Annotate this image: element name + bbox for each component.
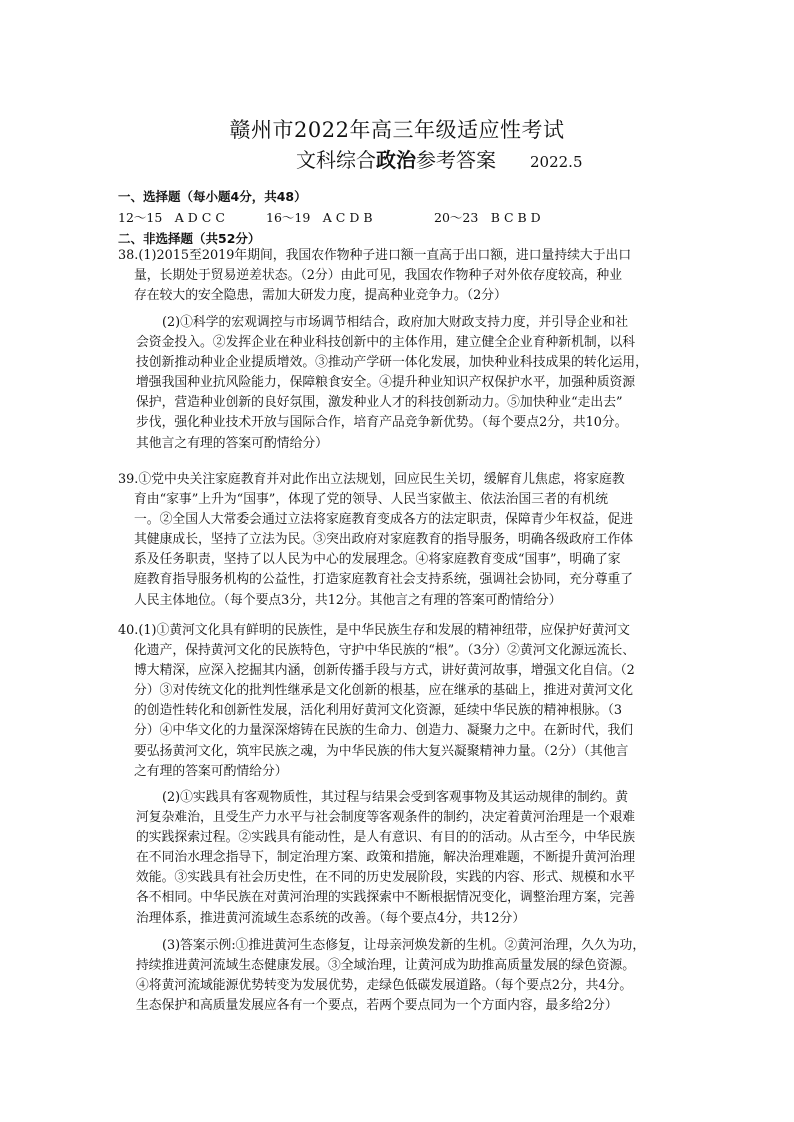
paragraph-line: 博大精深，应深入挖掘其内涵，创新传播手段与方式，讲好黄河故事，增强文化自信。（2: [134, 663, 635, 679]
paragraph-line: 育由“家事”上升为“国事”，体现了党的领导、人民当家做主、依法治国三者的有机统: [134, 492, 609, 508]
paragraph-line: 庭教育指导服务机构的公益性，打造家庭教育社会支持系统，强调社会协同，充分尊重了: [134, 572, 634, 588]
paragraph-line: 河复杂难治，且受生产力水平与社会制度等客观条件的制约，决定着黄河治理是一个艰难: [136, 810, 636, 826]
answer-group-20-23: 20～23 B C B D: [434, 210, 541, 225]
paragraph-line: 增强我国种业抗风险能力，保障粮食安全。④提升种业知识产权保护水平，加强种质资源: [136, 375, 636, 391]
q40-part1: [118, 621, 678, 782]
paragraph-line: 生态保护和高质量发展应各有一个要点，若两个要点同为一个方面内容，最多给2分）: [136, 998, 618, 1014]
paragraph-line: 治理体系，推进黄河流域生态系统的改善。（每个要点4分，共12分）: [136, 910, 526, 926]
paragraph-line: (2)①实践具有客观物质性，其过程与结果会受到客观事物及其运动规律的制约。黄: [162, 790, 629, 805]
paragraph-line: (2)①科学的宏观调控与市场调节相结合，政府加大财政支持力度，并引导企业和社: [162, 315, 629, 330]
paragraph-line: 分）④中华文化的力量深深熔铸在民族的生命力、创造力、凝聚力之中。在新时代，我们: [134, 723, 634, 739]
paragraph-line: 分）③对传统文化的批判性继承是文化创新的根基，应在继承的基础上，推进对黄河文化: [134, 683, 634, 699]
paragraph-line: 技创新推动种业企业提质增效。③推动产学研一体化发展，加快种业科技成果的转化运用，: [136, 355, 648, 371]
q40-part2: [136, 788, 684, 929]
paragraph-line: (3)答案示例:①推进黄河生态修复，让母亲河焕发新的生机。②黄河治理，久久为功，: [162, 938, 646, 953]
q38-part2: [136, 313, 684, 454]
paragraph-line: 化遗产，保持黄河文化的民族特色，守护中华民族的“根”。（3分）②黄河文化源远流长、: [134, 643, 636, 659]
exam-date: 2022.5: [530, 153, 583, 171]
section2-heading: 二、非选择题（共52分）: [118, 231, 261, 246]
subtitle-subject: 政治: [376, 148, 416, 172]
paragraph-line: 之有理的答案可酌情给分）: [134, 763, 288, 779]
paragraph-line: 在不同治水理念指导下，制定治理方案、政策和措施，解决治理难题，不断提升黄河治理: [136, 850, 636, 866]
paragraph-line: 39.①党中央关注家庭教育并对此作出立法规划，回应民生关切，缓解育儿焦虑，将家庭教: [118, 472, 625, 487]
paragraph-line: 会资金投入。②发挥企业在种业科技创新中的主体作用，建立健全企业育种新机制，以科: [136, 335, 636, 351]
paragraph-line: 的创造性转化和创新性发展，活化利用好黄河文化资源，延续中华民族的精神根脉。（3: [134, 703, 623, 719]
paragraph-line: 存在较大的安全隐患，需加大研发力度，提高种业竞争力。（2分）: [134, 288, 507, 304]
subtitle-suffix: 参考答案: [416, 148, 496, 172]
q38-part1: [118, 246, 678, 306]
paragraph-line: 38.(1)2015至2019年期间，我国农作物种子进口额一直高于出口额，进口量持续大于出口: [118, 248, 632, 263]
choice-answers: [118, 208, 541, 226]
paragraph-line: 40.(1)①黄河文化具有鲜明的民族性，是中华民族生存和发展的精神纽带，应保护好黄河文: [118, 623, 630, 638]
paragraph-line: 保护，营造种业创新的良好氛围，激发种业人才的科技创新动力。⑤加快种业“走出去”: [136, 395, 623, 411]
paragraph-line: 其健康成长，坚持了立法为民。③突出政府对家庭教育的指导服务，明确各级政府工作体: [134, 532, 634, 548]
paragraph-line: 步伐，强化种业技术开放与国际合作，培育产品竞争新优势。（每个要点2分，共10分。: [136, 415, 628, 431]
page-subtitle: [296, 144, 583, 173]
paragraph-line: ④将黄河流域能源优势转变为发展优势，走绿色低碳发展道路。（每个要点2分，共4分。: [136, 978, 633, 994]
paragraph-line: 量，长期处于贸易逆差状态。（2分）由此可见，我国农作物种子对外依存度较高，种业: [134, 268, 623, 284]
paragraph-line: 系及任务职责，坚持了以人民为中心的发展理念。④将家庭教育变成“国事”，明确了家: [134, 552, 621, 568]
section1-heading: 一、选择题（每小题4分，共48）: [118, 189, 307, 204]
subtitle-prefix: 文科综合: [296, 148, 376, 172]
paragraph-line: 持续推进黄河流域生态健康发展。③全域治理，让黄河成为助推高质量发展的绿色资源。: [136, 958, 636, 974]
paragraph-line: 人民主体地位。（每个要点3分，共12分。其他言之有理的答案可酌情给分）: [134, 592, 562, 608]
answer-group-12-15: 12～15 A D C C: [118, 210, 225, 225]
paragraph-line: 其他言之有理的答案可酌情给分）: [136, 435, 328, 451]
q39-answer: [118, 470, 678, 611]
page-title: 赣州市2022年高三年级适应性考试: [229, 118, 565, 142]
paragraph-line: 的实践探索过程。②实践具有能动性，是人有意识、有目的的活动。从古至今，中华民族: [136, 830, 636, 846]
paragraph-line: 要弘扬黄河文化，筑牢民族之魂，为中华民族的伟大复兴凝聚精神力量。（2分）（其他言: [134, 743, 629, 759]
paragraph-line: 各不相同。中华民族在对黄河治理的实践探索中不断根据情况变化，调整治理方案，完善: [136, 890, 636, 906]
paragraph-line: 效能。③实践具有社会历史性，在不同的历史发展阶段，实践的内容、形式、规模和水平: [136, 870, 636, 886]
answer-group-16-19: 16～19 A C D B: [266, 210, 373, 225]
q40-part3: [136, 936, 684, 1016]
paragraph-line: 一。②全国人大常委会通过立法将家庭教育变成各方的法定职责，保障青少年权益，促进: [134, 512, 634, 528]
